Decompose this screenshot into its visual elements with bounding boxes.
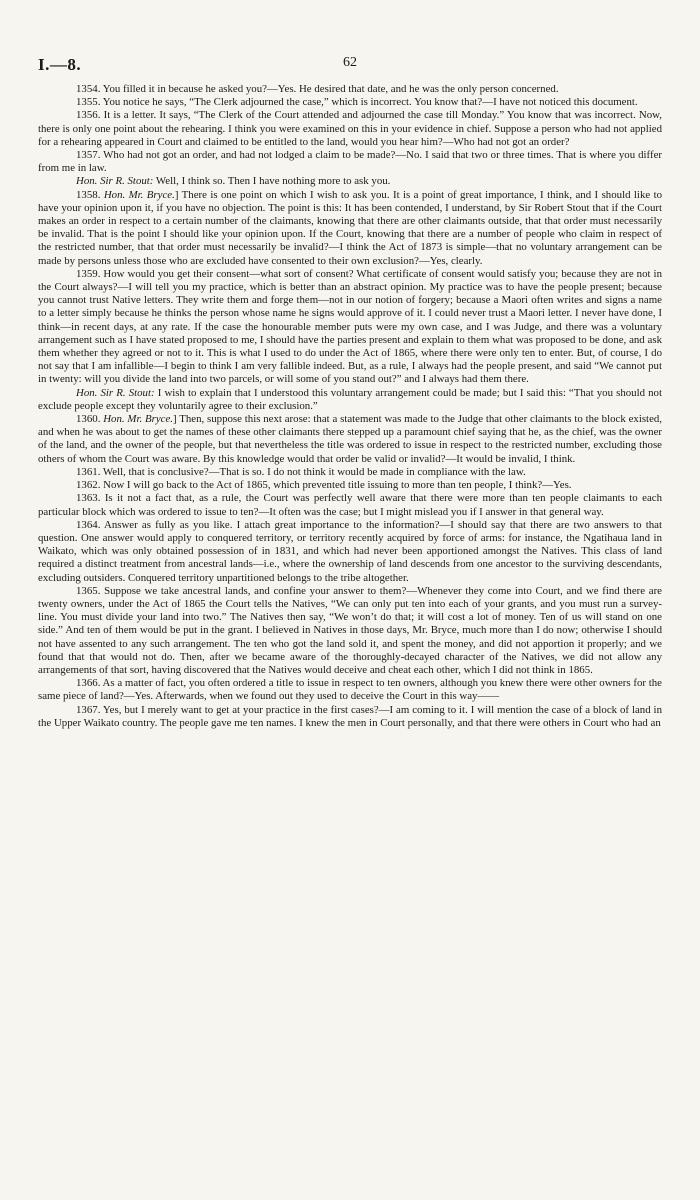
question-number: 1358. — [76, 188, 104, 201]
paragraph: 1355. You notice he says, “The Clerk adjourned the case,” which is incorrect. You know that?—I have not noticed this document. — [76, 96, 638, 109]
paragraph: 1366. As a matter of fact, you often ordered a title to issue in respect to ten owners, although you knew there were other owners for the same piece of land?—Yes. Afterwards, when we found out they used to deceive the Court in this way—— — [38, 677, 662, 703]
speaker-label: Hon. Mr. Bryce. — [103, 188, 175, 201]
paragraph-text: ] Then, suppose this next arose: that a statement was made to the Judge that other claimants to the block existed, and when he was about to get the names of these other claimants there stepped up a paramount chief saying that he, as the chief, was the owner of the land, and the owner of the people, but that nevertheless the title was ordered to issue in respect to the restricted number, excluding those others of whom the Court was aware. By this knowledge would that order be valid or invalid?—It would be invalid, I think. — [38, 413, 663, 465]
paragraph: 1364. Answer as fully as you like. I attach great importance to the information?—I should say that there are two answers to that question. One answer would apply to conquered territory, or territory recently acquired by force of arms: for instance, the Ngatihaua land in Waikato, which was only obtained possession of in 1831, and which had never been apportioned amongst the Natives. This class of land required a distinct treatment from ancestral lands—i.e., where the ownership of land descends from one ancestor to the surviving descendants, excluding outsiders. Conquered territory unpartitioned belongs to the tribe altogether. — [38, 518, 662, 584]
paragraph: 1367. Yes, but I merely want to get at your practice in the first cases?—I am coming to it. I will mention the case of a block of land in the Upper Waikato country. The people gave me ten names. I knew the men in Court personally, and that there were others in Court who had an — [38, 703, 662, 729]
speaker-label: Hon. Sir R. Stout: — [76, 175, 154, 188]
paragraph-text: I wish to explain that I understood this voluntary arrangement could be made; but I said this: “That you should not exclude people except they voluntarily agree to their exclusion.” — [38, 386, 662, 412]
speaker-label: Hon. Mr. Bryce. — [103, 413, 173, 426]
page-number: 62 — [343, 55, 357, 70]
paragraph-text: ] There is one point on which I wish to ask you. It is a point of great importance, I think, and I should like to have your opinion upon it, if you have no objection. The point is this: It has been contended, I understand, by Sir Robert Stout that if the Court makes an order in respect to a certain number of the claimants, knowing that there are other claimants outside, that that order must necessarily be invalid. That is the point I should like your opinion upon. If the Court, knowing that there are a number of people who claim in respect of the restricted number, that that order must necessarily be invalid?—I think the Act of 1873 is simple—that no voluntary arrangement can be made by persons unless those who are excluded have consented to their own exclusion?—Yes, clearly. — [38, 188, 663, 267]
paragraph: 1362. Now I will go back to the Act of 1865, which prevented title issuing to more than ten people, I think?—Yes. — [76, 479, 572, 492]
paragraph: 1363. Is it not a fact that, as a rule, the Court was perfectly well aware that there were more than ten people claimants to each particular block which was ordered to issue to ten?—It often was the case; but I might mislead you if I answer in that general way. — [38, 492, 662, 518]
paragraph: 1361. Well, that is conclusive?—That is so. I do not think it would be made in compliance with the law. — [76, 465, 526, 478]
paragraph — [38, 175, 662, 188]
paragraph: 1354. You filled it in because he asked you?—Yes. He desired that date, and he was the only person concerned. — [76, 83, 559, 95]
paragraph: 1356. It is a letter. It says, “The Clerk of the Court attended and adjourned the case till Monday.” You know that was incorrect. Now, there is only one point about the rehearing. I think you were examined on this in your evidence in chief. Suppose a person who had not applied for a rehearing appeared in Court and claimed to be entitled to the land, would you hear him?—Who had not got an order? — [38, 109, 662, 148]
paragraph — [38, 387, 662, 413]
paragraph: 1357. Who had not got an order, and had not lodged a claim to be made?—No. I said that two or three times. That is where you differ from me in law. — [38, 149, 662, 175]
paragraph — [38, 413, 662, 466]
paragraph — [38, 189, 662, 268]
document-reference: I.—8. — [38, 55, 82, 74]
speaker-label: Hon. Sir R. Stout: — [76, 386, 155, 399]
question-number: 1360. — [76, 413, 104, 426]
page-body — [38, 83, 662, 730]
page-header — [38, 55, 662, 77]
paragraph: 1365. Suppose we take ancestral lands, and confine your answer to them?—Whenever they come into Court, and we find there are twenty owners, under the Act of 1865 the Court tells the Natives, “We can only put ten into each of your grants, and you must run a survey-line. You must divide your land into two.” The Natives then say, “We won’t do that; it will cost a lot of money. Ten of us will stand on one side.” And ten of them would be put in the grant. I believed in Natives in those days, Mr. Bryce, much more than I do now; otherwise I should not have assented to any such arrangement. The ten who got the land sold it, and spent the money, and did not apportion it properly; and we found that that would not do. Then, after we became aware of the thoroughly-decayed character of the Natives, we did not allow any arrangements of that sort, having discovered that the Natives would deceive and cheat each other, which I did not think in 1865. — [38, 584, 662, 676]
paragraph: 1359. How would you get their consent—what sort of consent? What certificate of consent would satisfy you; because they are not in the Court always?—I will tell you my practice, which is better than an abstract opinion. My practice was to have the people present; because you cannot trust Native letters. They write them and forge them—not in our notion of forgery; because a Maori often writes and signs a name to a letter simply because he thinks the person whose name he signs would approve of it. I could never trust a Maori letter. I never have done, I think—in recent days, at any rate. If the case the honourable member puts were my own case, and I was Judge, and there was a voluntary arrangement such as I have stated proposed to me, I should have the parties present and explain to them what was proposed to be done, and ask them whether they agreed or not to it. This is what I used to do under the Act of 1865, where there were only ten to enter. But, of course, I do not say that I am infallible—I begin to think I am very fallible indeed. But, as a rule, I always had the people present, and said “We cannot put in twenty: will you divide the land into two parcels, or will some of you stand out?” and I always had them there. — [38, 267, 662, 386]
paragraph-text: Well, I think so. Then I have nothing more to ask you. — [153, 175, 391, 188]
